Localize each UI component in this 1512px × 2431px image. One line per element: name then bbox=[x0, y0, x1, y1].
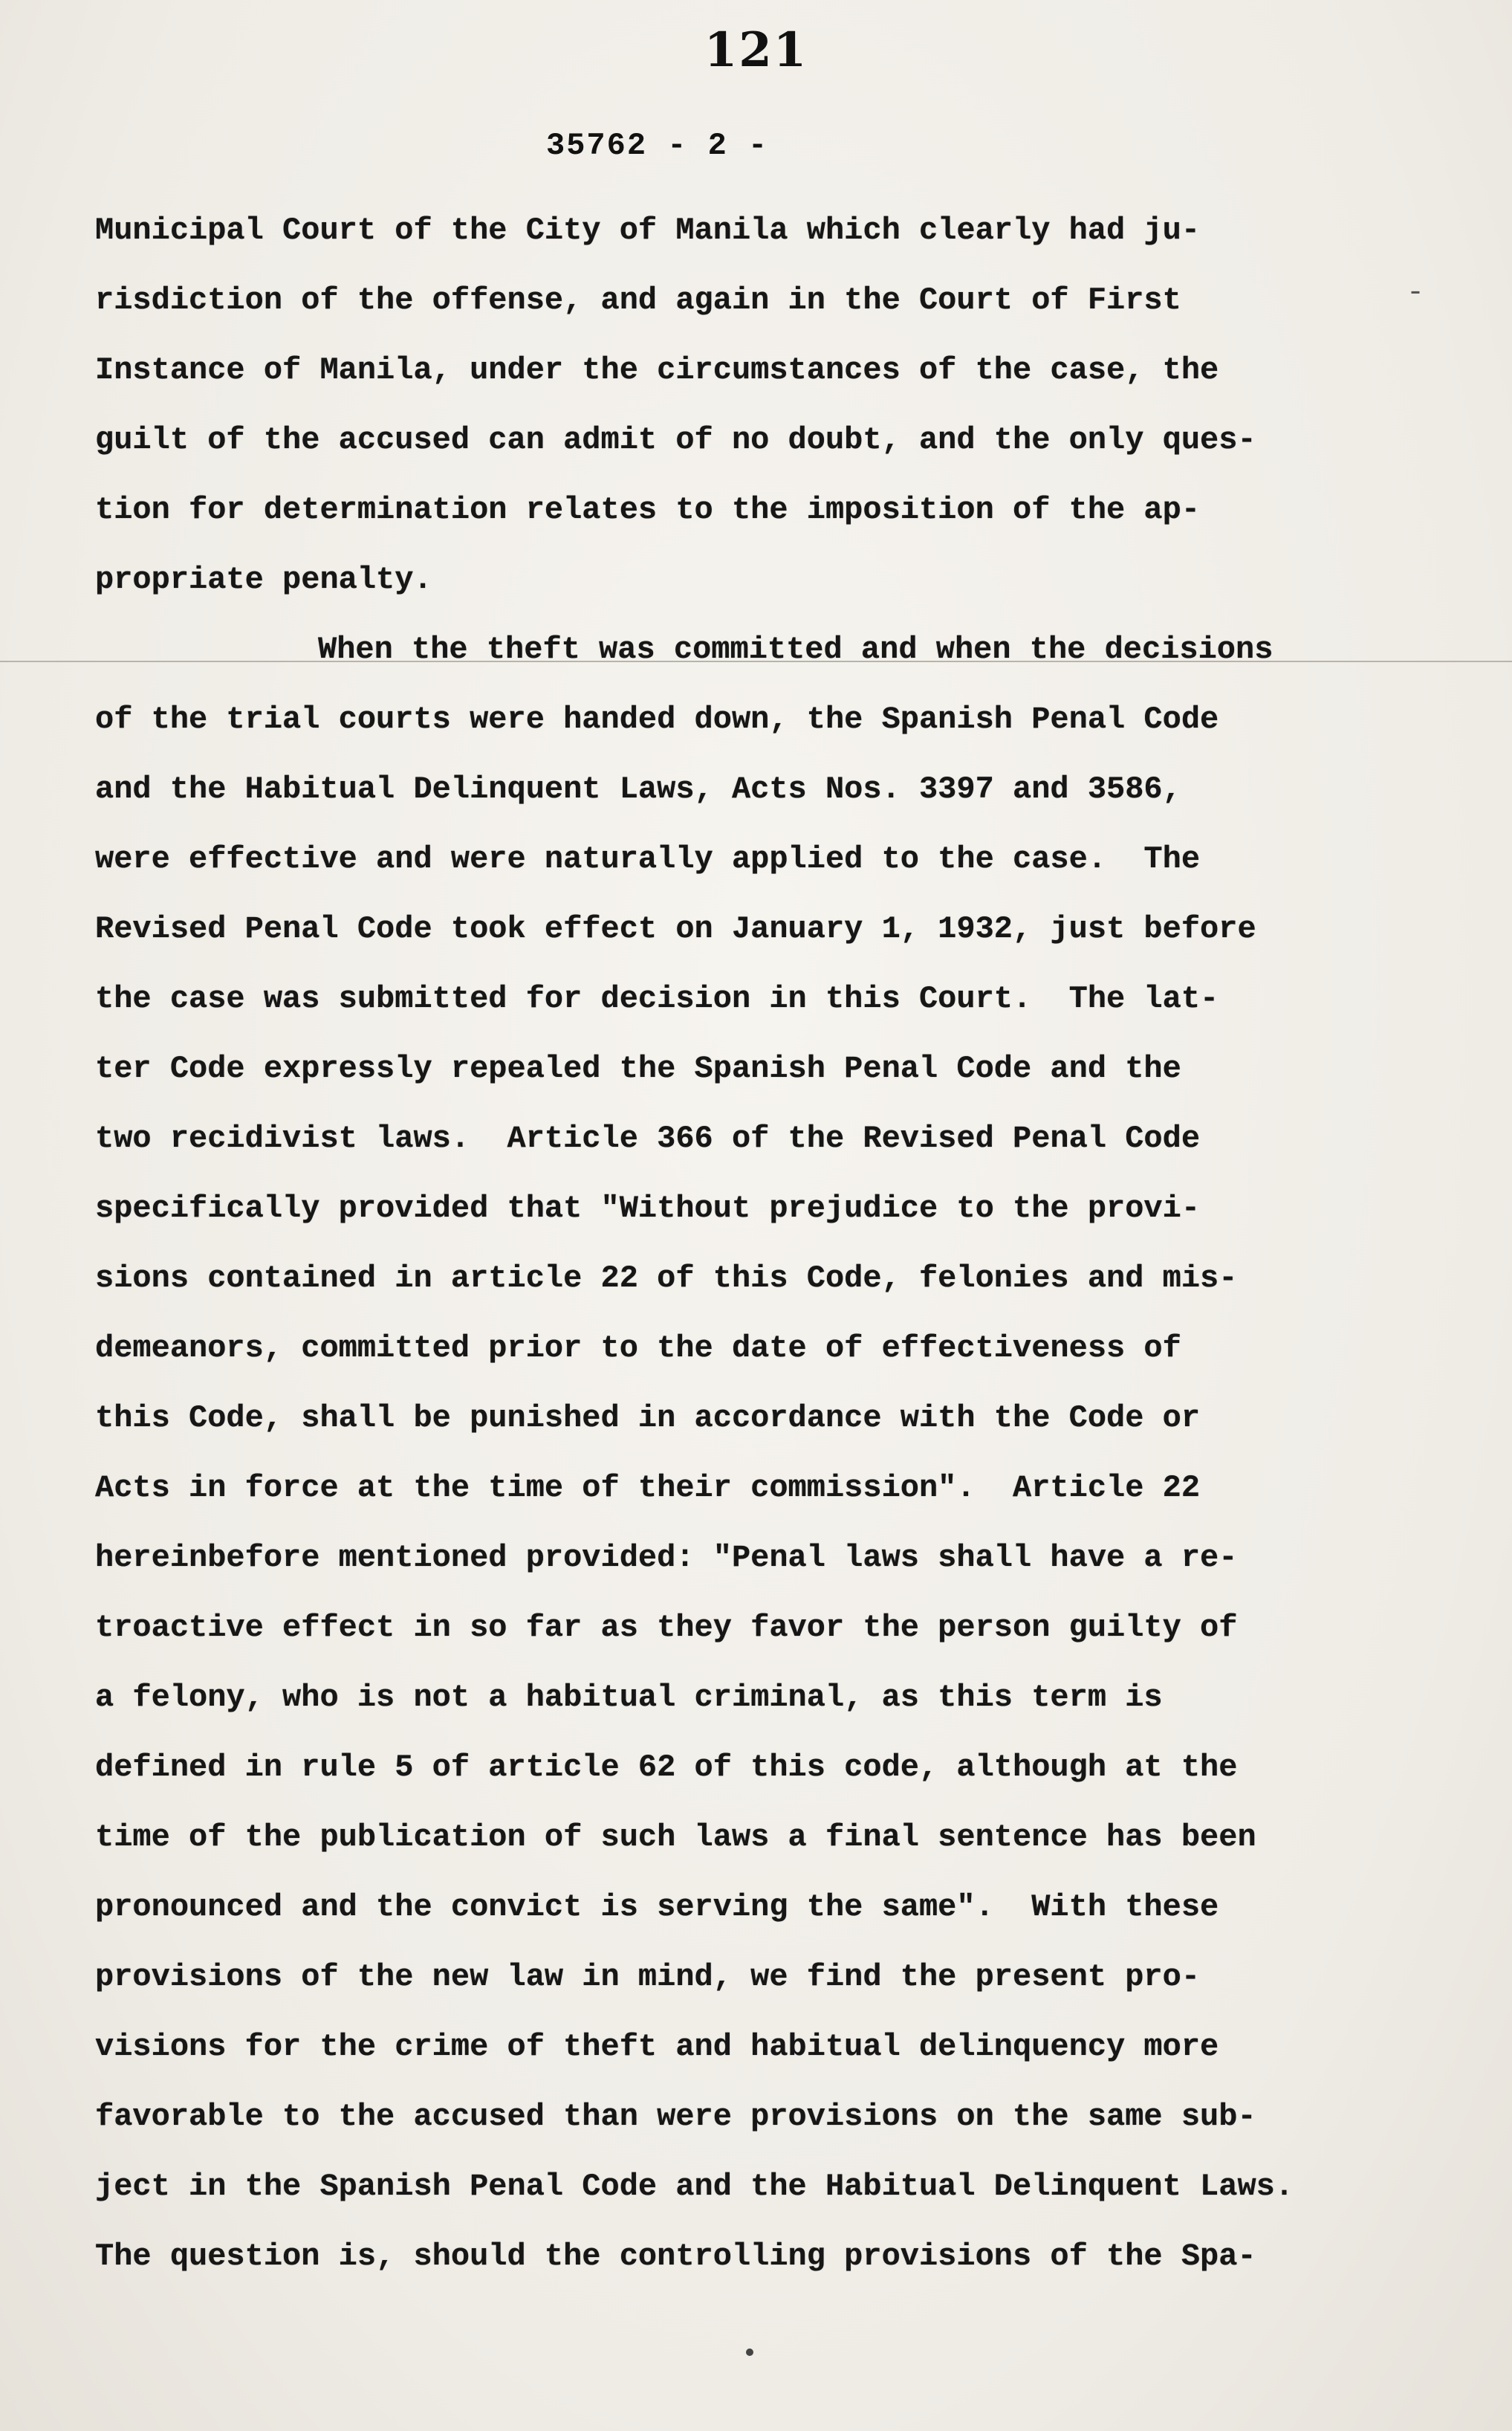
text-line: visions for the crime of theft and habitual delinquency more bbox=[95, 2029, 1219, 2065]
text-line: hereinbefore mentioned provided: "Penal laws shall have a re- bbox=[95, 1540, 1238, 1576]
text-line: favorable to the accused than were provisions on the same sub- bbox=[95, 2099, 1256, 2134]
text-line: troactive effect in so far as they favor the person guilty of bbox=[95, 1610, 1238, 1645]
text-line: Municipal Court of the City of Manila which clearly had ju- bbox=[95, 213, 1201, 248]
text-line: pronounced and the convict is serving the same". With these bbox=[95, 1889, 1219, 1925]
text-line: provisions of the new law in mind, we find the present pro- bbox=[95, 1959, 1201, 1995]
text-line: this Code, shall be punished in accordance with the Code or bbox=[95, 1400, 1201, 1436]
text-line: ject in the Spanish Penal Code and the Habitual Delinquent Laws. bbox=[95, 2169, 1294, 2204]
text-line: sions contained in article 22 of this Code, felonies and mis- bbox=[95, 1260, 1238, 1296]
text-line: of the trial courts were handed down, the Spanish Penal Code bbox=[95, 702, 1219, 737]
text-line: Acts in force at the time of their commission". Article 22 bbox=[95, 1470, 1201, 1506]
text-line: time of the publication of such laws a final sentence has been bbox=[95, 1819, 1256, 1855]
text-line: specifically provided that "Without prejudice to the provi- bbox=[95, 1191, 1201, 1226]
footer-dot bbox=[746, 2349, 753, 2356]
text-line: The question is, should the controlling provisions of the Spa- bbox=[95, 2239, 1256, 2274]
text-line: tion for determination relates to the imposition of the ap- bbox=[95, 492, 1201, 528]
text-line: risdiction of the offense, and again in the Court of First bbox=[95, 282, 1181, 318]
text-line: two recidivist laws. Article 366 of the Revised Penal Code bbox=[95, 1121, 1201, 1156]
margin-mark: - bbox=[1406, 276, 1425, 310]
text-line: the case was submitted for decision in this Court. The lat- bbox=[95, 981, 1219, 1017]
text-line: guilt of the accused can admit of no doubt, and the only ques- bbox=[95, 422, 1256, 458]
page-number: 121 bbox=[704, 22, 808, 78]
text-line: Revised Penal Code took effect on January 1, 1932, just before bbox=[95, 911, 1256, 947]
text-line: and the Habitual Delinquent Laws, Acts Nos. 3397 and 3586, bbox=[95, 771, 1181, 807]
text-line: were effective and were naturally applied to the case. The bbox=[95, 841, 1201, 877]
document-id: 35762 - 2 - bbox=[546, 128, 769, 164]
text-line: ter Code expressly repealed the Spanish Penal Code and the bbox=[95, 1051, 1181, 1087]
body-text bbox=[95, 195, 1455, 2291]
text-line: a felony, who is not a habitual criminal, as this term is bbox=[95, 1680, 1163, 1715]
paragraph-start-line: When the theft was committed and when the decisions bbox=[318, 632, 1273, 667]
text-line: demeanors, committed prior to the date of effectiveness of bbox=[95, 1330, 1181, 1366]
text-line: defined in rule 5 of article 62 of this code, although at the bbox=[95, 1749, 1238, 1785]
text-line: propriate penalty. bbox=[95, 562, 432, 598]
text-line: Instance of Manila, under the circumstances of the case, the bbox=[95, 352, 1219, 388]
